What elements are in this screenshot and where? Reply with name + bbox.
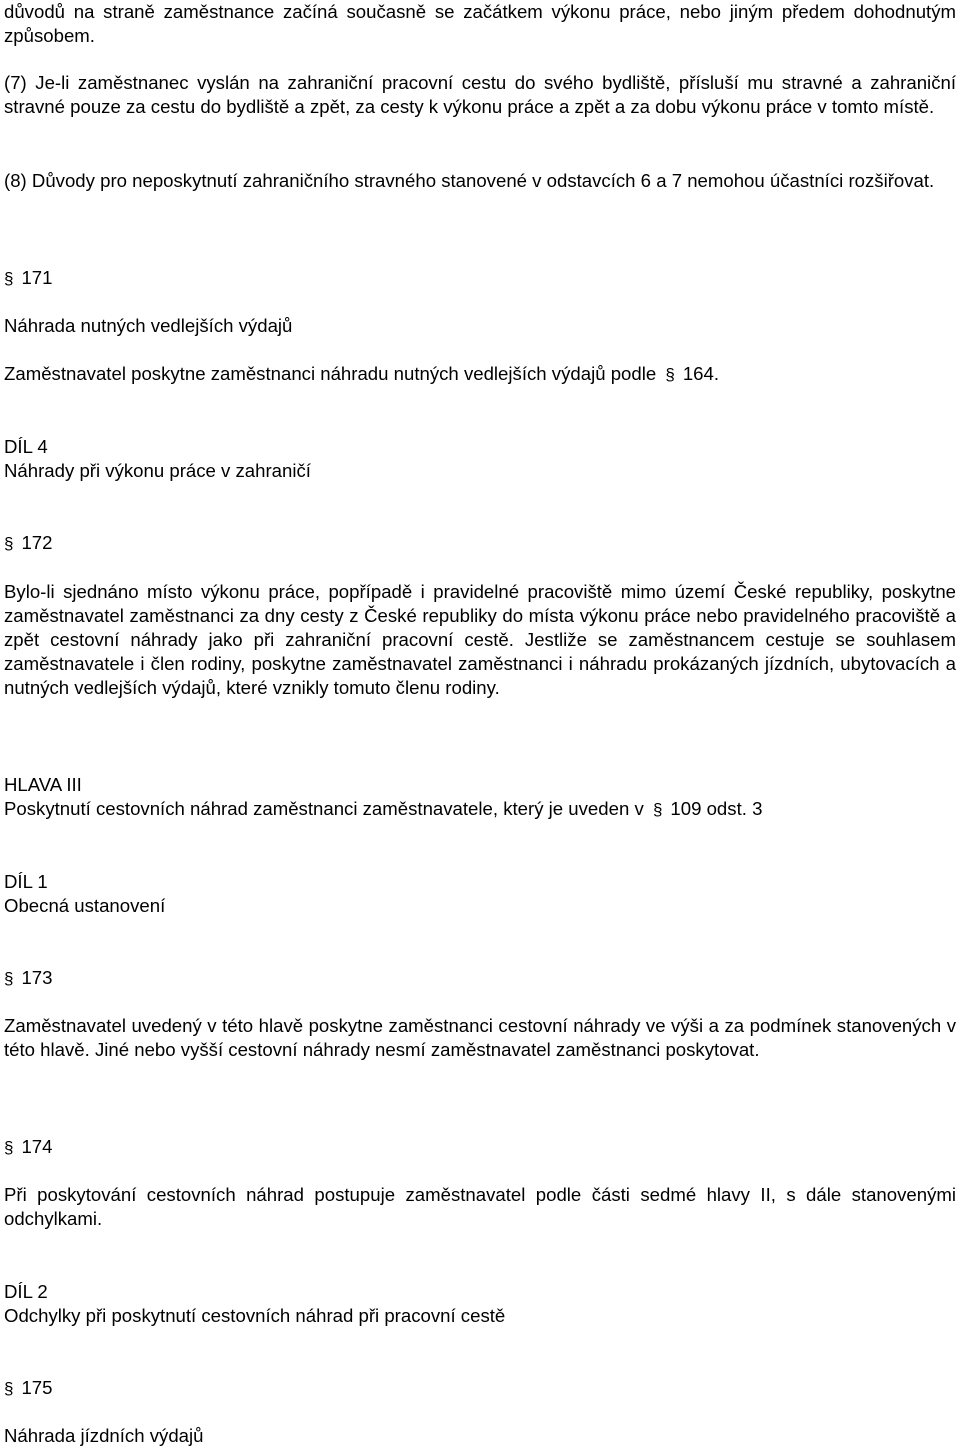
part-title-dil-4: Náhrady při výkonu práce v zahraničí bbox=[4, 460, 311, 481]
section-heading-174 bbox=[4, 1135, 956, 1160]
paragraph-intro: důvodů na straně zaměstnance začíná současně se začátkem výkonu práce, nebo jiným předem dohodnutým způsobem. bbox=[4, 1, 956, 46]
part-label-dil-4: DÍL 4 bbox=[4, 436, 48, 457]
section-sign-icon: § bbox=[652, 800, 663, 819]
part-title-dil-2: Odchylky při poskytnutí cestovních náhrad při pracovní cestě bbox=[4, 1305, 506, 1326]
section-number: 175 bbox=[21, 1377, 53, 1398]
section-heading-175 bbox=[4, 1376, 956, 1401]
paragraph-8: (8) Důvody pro neposkytnutí zahraničního stravného stanovené v odstavcích 6 a 7 nemohou účastníci rozšiřovat. bbox=[4, 170, 935, 191]
section-number: 174 bbox=[21, 1136, 53, 1157]
section-title-175: Náhrada jízdních výdajů bbox=[4, 1425, 204, 1446]
section-number: 171 bbox=[21, 267, 53, 288]
paragraph-7: (7) Je-li zaměstnanec vyslán na zahraniční pracovní cestu do svého bydliště, přísluší mu stravné a zahraniční stravné pouze za cestu do bydliště a zpět, za cesty k výkonu práce a zpět a za dobu výkonu práce v tomto místě. bbox=[4, 72, 956, 117]
section-text-171 bbox=[4, 362, 956, 387]
section-sign-icon: § bbox=[4, 534, 14, 553]
chapter-title-hlava-3 bbox=[4, 797, 956, 822]
section-text-173: Zaměstnavatel uvedený v této hlavě poskytne zaměstnanci cestovní náhrady ve výši a za podmínek stanovených v této hlavě. Jiné nebo vyšší cestovní náhrady nesmí zaměstnavatel zaměstnanci poskytovat. bbox=[4, 1015, 956, 1060]
section-text-174: Při poskytování cestovních náhrad postupuje zaměstnavatel podle části sedmé hlavy II, s dále stanovenými odchylkami. bbox=[4, 1184, 956, 1229]
section-reference: 109 odst. 3 bbox=[670, 798, 763, 819]
section-number: 173 bbox=[21, 967, 53, 988]
section-reference: 164. bbox=[682, 363, 720, 384]
chapter-label-hlava-3: HLAVA III bbox=[4, 774, 82, 795]
section-sign-icon: § bbox=[4, 1379, 14, 1398]
section-text-172: Bylo-li sjednáno místo výkonu práce, popřípadě i pravidelné pracoviště mimo území České republiky, poskytne zaměstnavatel zaměstnanci za dny cesty z České republiky do místa výkonu práce nebo pravidelného pracoviště a zpět cestovní náhrady jako při zahraniční pracovní cestě. Jestliže se zaměstnancem cestuje se souhlasem zaměstnavatele i člen rodiny, poskytne zaměstnavatel zaměstnanci i náhradu prokázaných jízdních, ubytovacích a nutných vedlejších výdajů, které vznikly tomuto členu rodiny. bbox=[4, 581, 956, 698]
section-sign-icon: § bbox=[4, 269, 14, 288]
section-sign-icon: § bbox=[665, 365, 675, 384]
part-title-dil-1: Obecná ustanovení bbox=[4, 895, 166, 916]
section-heading-172 bbox=[4, 531, 956, 556]
section-sign-icon: § bbox=[4, 1138, 14, 1157]
section-heading-173 bbox=[4, 966, 956, 991]
part-label-dil-1: DÍL 1 bbox=[4, 871, 48, 892]
part-label-dil-2: DÍL 2 bbox=[4, 1281, 48, 1302]
section-text-part: Zaměstnavatel poskytne zaměstnanci náhradu nutných vedlejších výdajů podle bbox=[4, 363, 657, 384]
section-sign-icon: § bbox=[4, 969, 14, 988]
section-number: 172 bbox=[21, 532, 53, 553]
section-title-171: Náhrada nutných vedlejších výdajů bbox=[4, 315, 293, 336]
chapter-title-part: Poskytnutí cestovních náhrad zaměstnanci zaměstnavatele, který je uveden v bbox=[4, 798, 644, 819]
section-heading-171 bbox=[4, 266, 956, 291]
